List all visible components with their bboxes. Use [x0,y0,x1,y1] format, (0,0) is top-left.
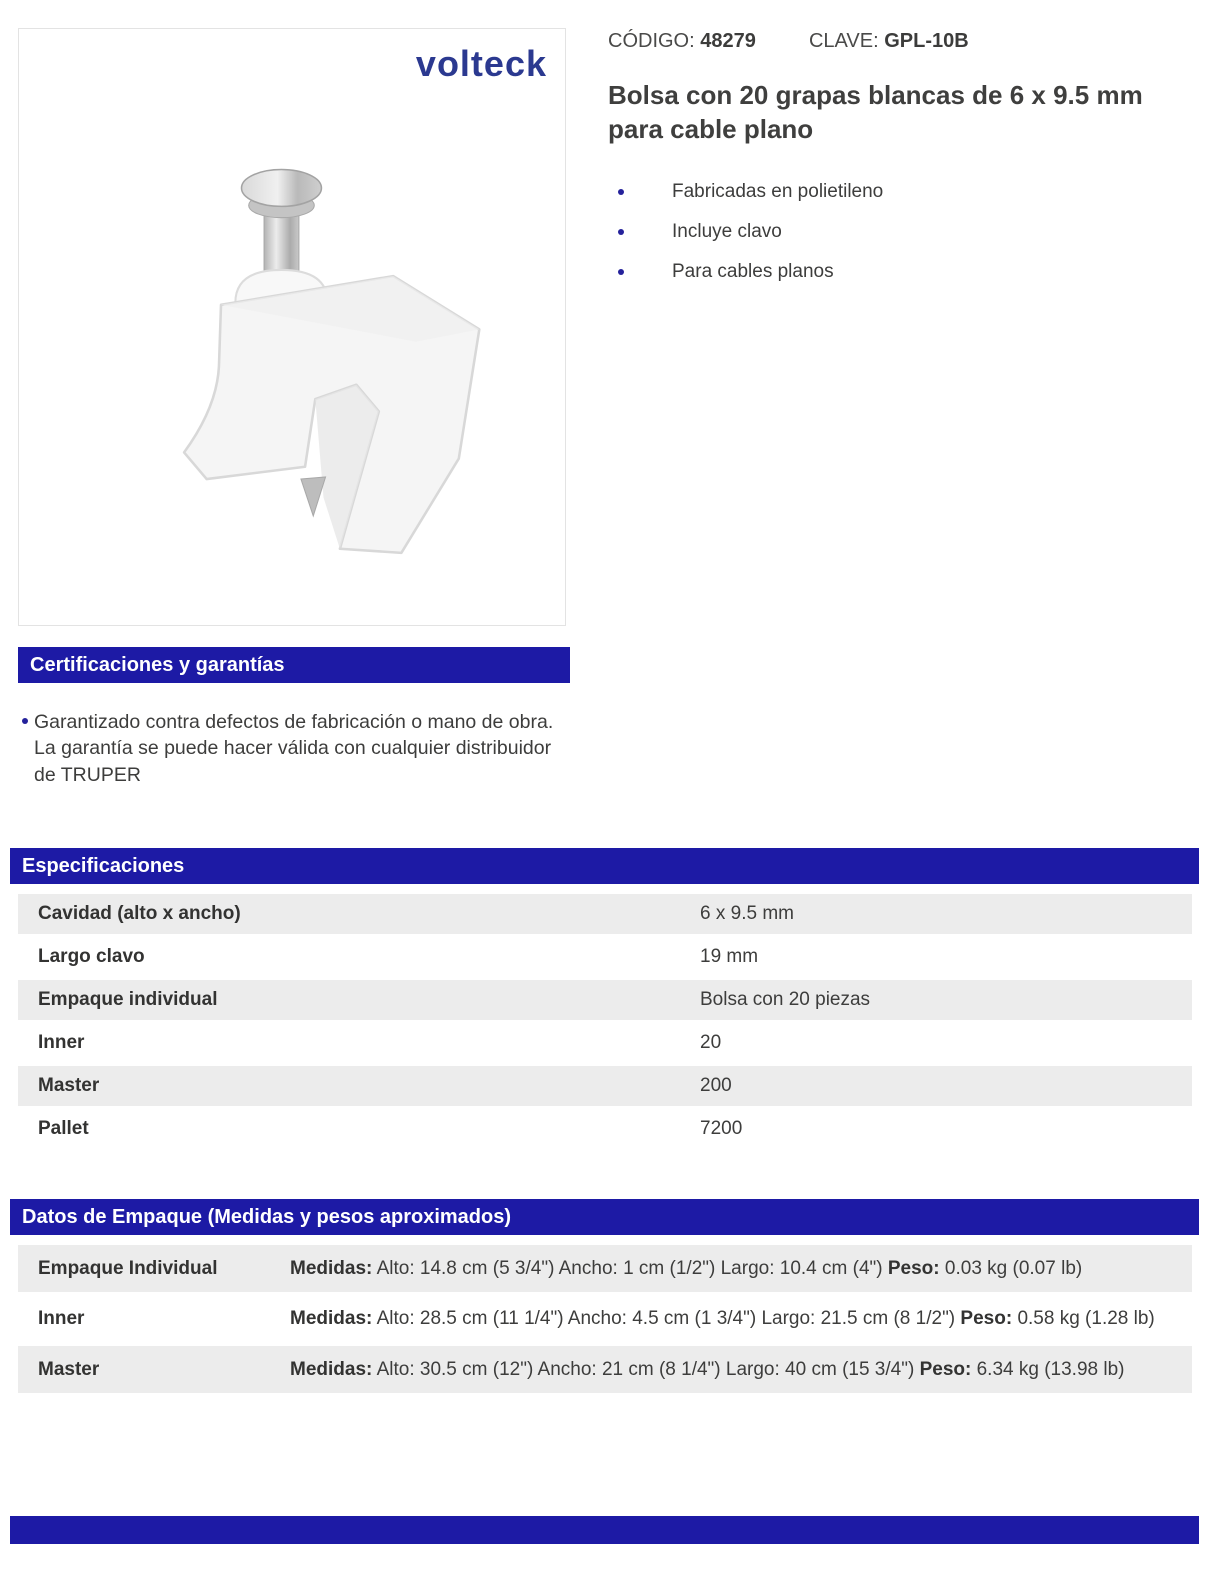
packaging-banner: Datos de Empaque (Medidas y pesos aproximados) [10,1199,1199,1235]
table-row [18,1295,1192,1342]
product-image-box [18,28,566,626]
peso-label: Peso: [887,1257,940,1279]
feature-item [608,261,1168,283]
specifications-banner: Especificaciones [10,848,1199,884]
bullet-icon [618,229,624,235]
product-info [608,28,1168,301]
spec-label: Inner [38,1031,85,1053]
table-row [18,1346,1192,1393]
packaging-table [18,1245,1192,1393]
bullet-icon [22,718,28,724]
feature-text: Incluye clavo [672,220,782,242]
product-title: Bolsa con 20 grapas blancas de 6 x 9.5 mm para cable plano [608,80,1143,144]
medidas-label: Medidas: [290,1308,373,1330]
key-label: CLAVE: [808,30,879,52]
code-value: 48279 [700,30,756,52]
spec-label: Master [38,1074,100,1096]
table-row [18,1023,1192,1063]
bullet-icon [618,189,624,195]
medidas-label: Medidas: [290,1257,373,1279]
medidas-text: Alto: 28.5 cm (11 1/4") Ancho: 4.5 cm (1 3/4") Largo: 21.5 cm (8 1/2") [372,1308,961,1330]
pack-value [290,1254,1192,1283]
peso-label: Peso: [960,1308,1013,1330]
spec-value: 7200 [700,1117,743,1139]
specifications-table [18,894,1192,1149]
spec-value: 20 [700,1031,722,1053]
feature-text: Para cables planos [672,260,834,282]
spec-label: Empaque individual [38,988,218,1010]
spec-value: Bolsa con 20 piezas [700,988,871,1010]
table-row [18,1245,1192,1292]
table-row [18,1066,1192,1106]
certifications-banner: Certificaciones y garantías [18,647,570,683]
key-value: GPL-10B [884,30,969,52]
cable-clip-product-image [149,149,539,559]
feature-list [608,181,1168,283]
pack-value [290,1304,1192,1333]
pack-value [290,1355,1192,1384]
bullet-icon [618,269,624,275]
nail-tip [301,477,326,516]
medidas-label: Medidas: [290,1358,373,1380]
table-row [18,1109,1192,1149]
feature-item [608,181,1168,203]
medidas-text: Alto: 30.5 cm (12") Ancho: 21 cm (8 1/4") Largo: 40 cm (15 3/4") [372,1358,920,1380]
warranty-item [22,709,562,788]
spec-label: Pallet [38,1117,89,1139]
spec-label: Cavidad (alto x ancho) [38,902,241,924]
volteck-logo: volteck [415,43,547,84]
feature-item [608,221,1168,243]
code-label: CÓDIGO: [608,30,695,52]
pack-label: Master [38,1358,100,1380]
table-row [18,937,1192,977]
top-section [0,0,1209,626]
warranty-section [22,709,562,788]
feature-text: Fabricadas en polietileno [672,180,884,202]
pack-label: Inner [38,1308,85,1330]
spec-value: 19 mm [700,945,759,967]
peso-text: 0.58 kg (1.28 lb) [1012,1308,1155,1330]
peso-label: Peso: [919,1358,972,1380]
nail-head [242,170,322,207]
spec-value: 6 x 9.5 mm [700,902,794,924]
peso-text: 6.34 kg (13.98 lb) [971,1358,1125,1380]
code-line [608,30,1168,53]
warranty-text: Garantizado contra defectos de fabricación o mano de obra. La garantía se puede hacer válida con cualquier distribuidor de TRUPER [34,711,554,786]
footer-accent-bar [10,1516,1199,1544]
table-row [18,980,1192,1020]
spec-label: Largo clavo [38,945,145,967]
peso-text: 0.03 kg (0.07 lb) [939,1257,1083,1279]
medidas-text: Alto: 14.8 cm (5 3/4") Ancho: 1 cm (1/2") Largo: 10.4 cm (4") [372,1257,888,1279]
spec-value: 200 [700,1074,732,1096]
pack-label: Empaque Individual [38,1257,218,1279]
table-row [18,894,1192,934]
